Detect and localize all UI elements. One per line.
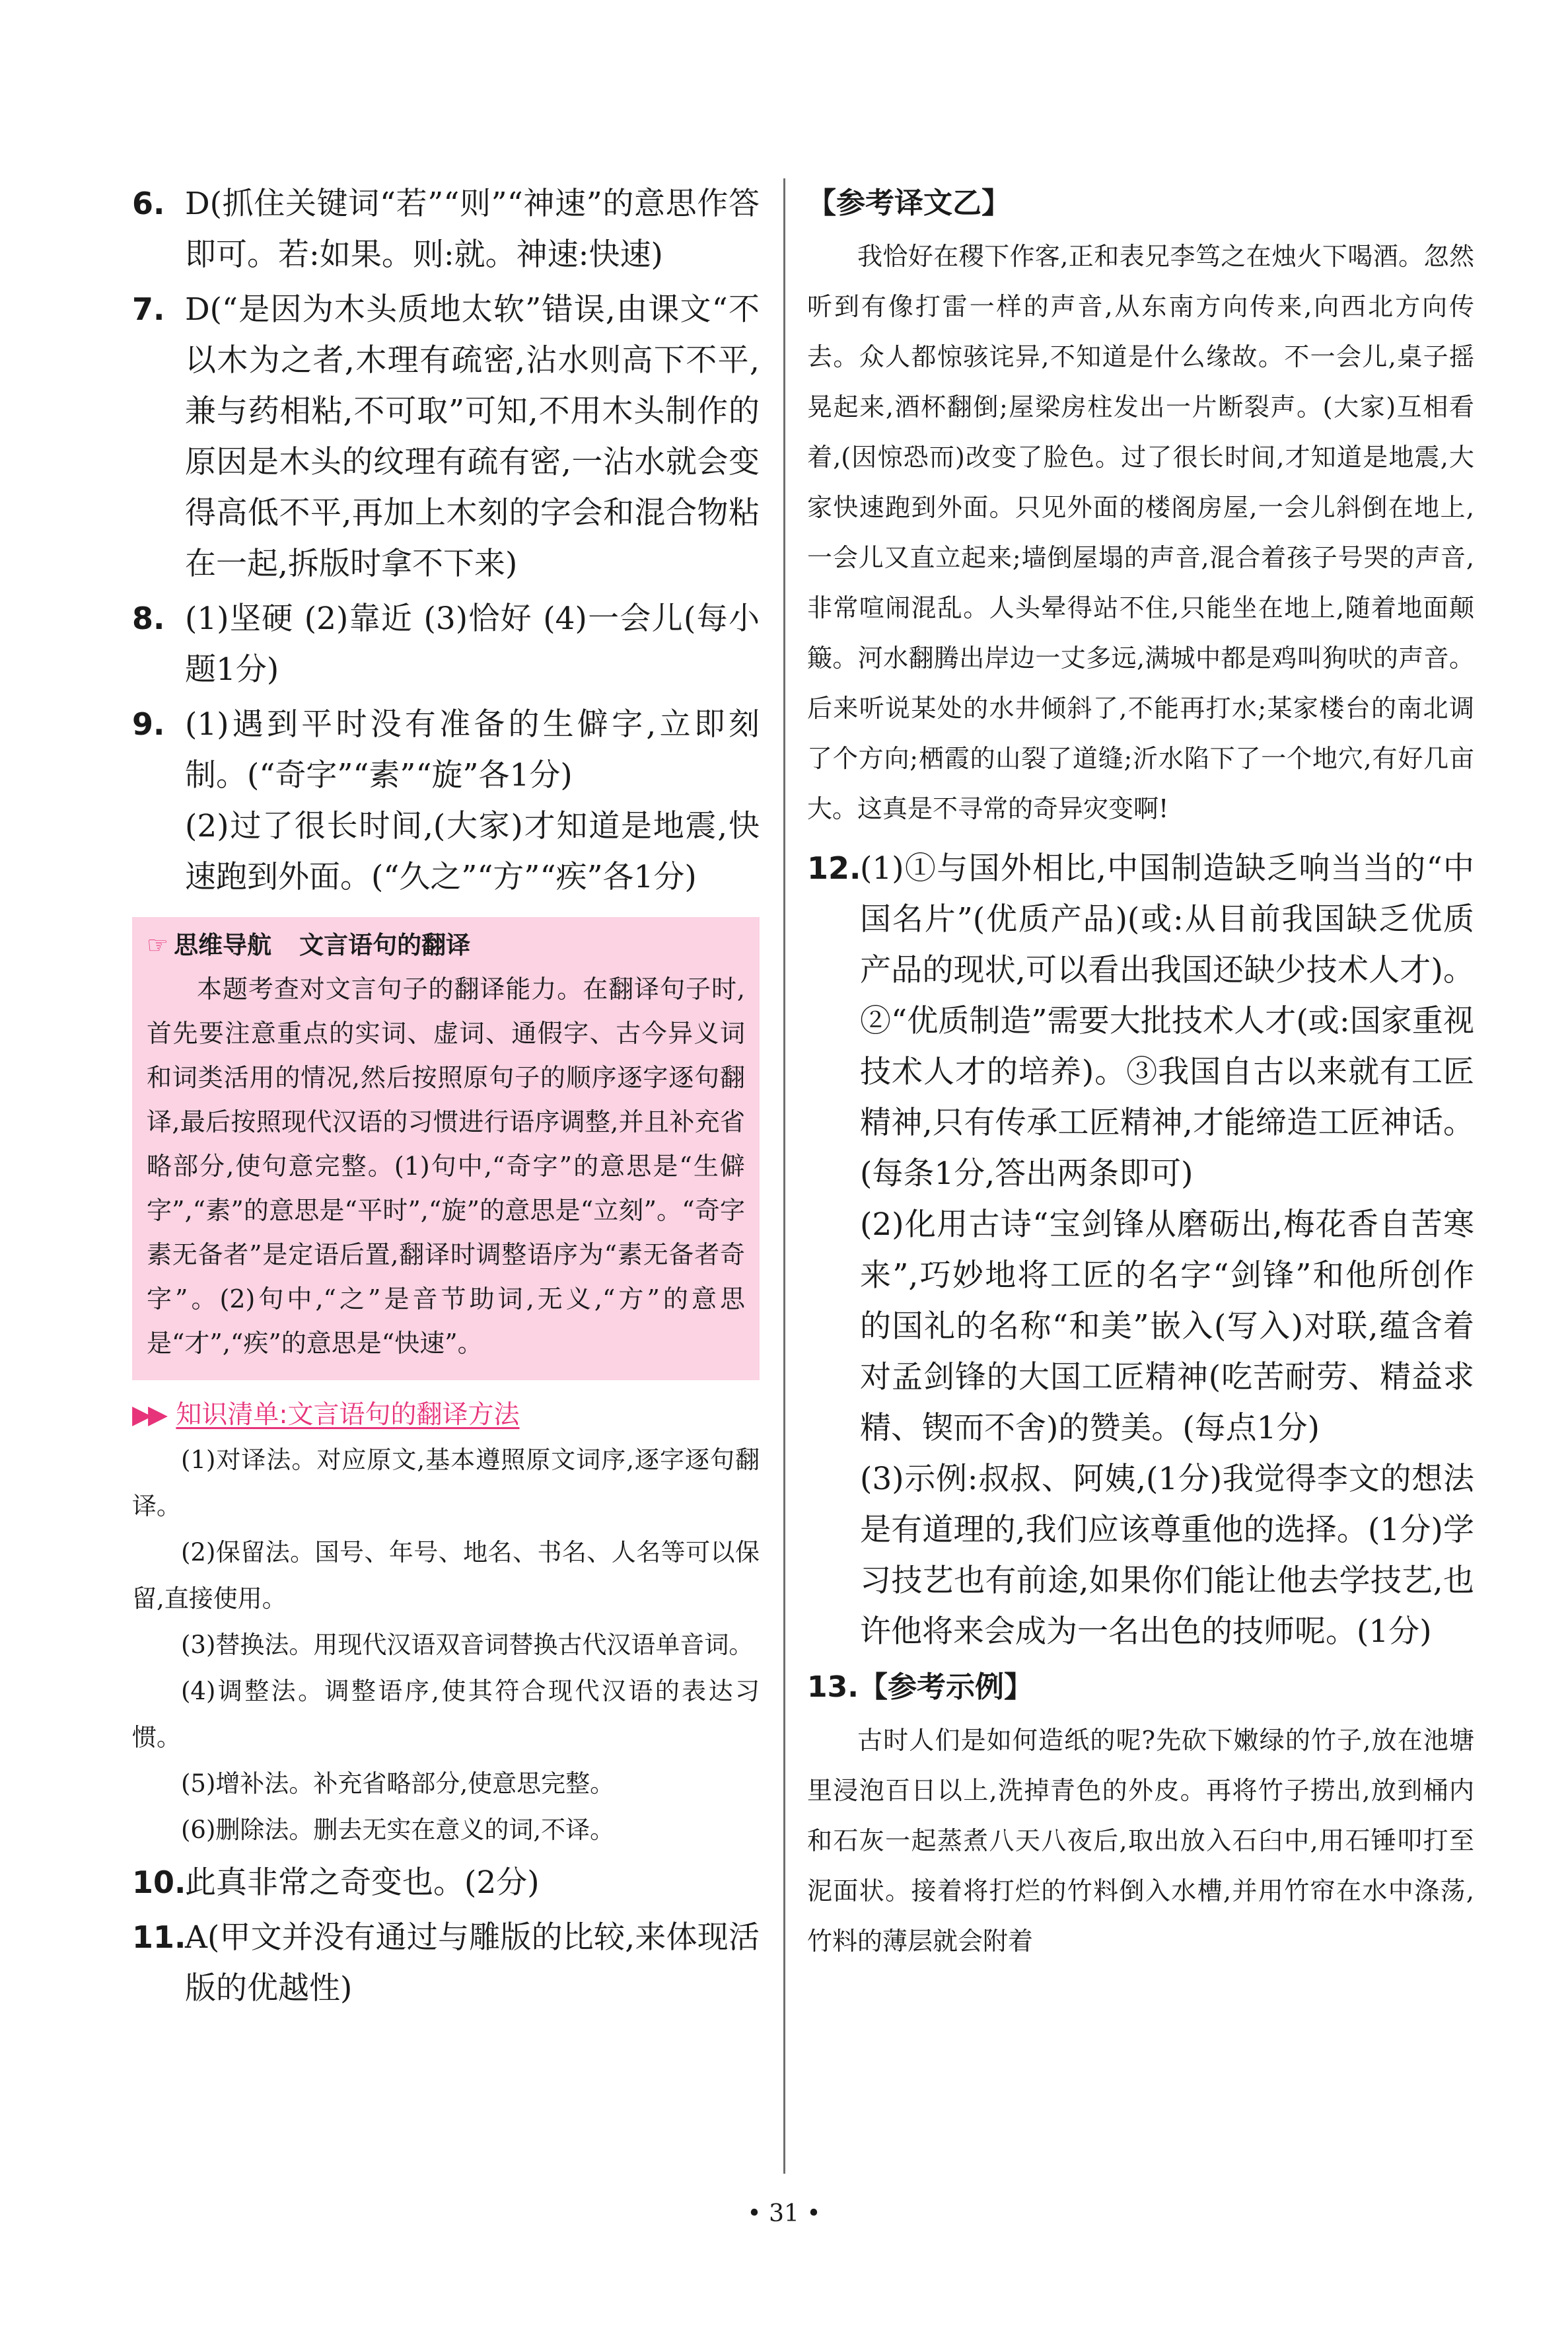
knowledge-item: (3)替换法。用现代汉语双音词替换古代汉语单音词。 xyxy=(181,1631,754,1659)
reference-translation-text: 我恰好在稷下作客,正和表兄李笃之在烛火下喝酒。忽然听到有像打雷一样的声音,从东南方向传来,向西北方向传去。众人都惊骇诧异,不知道是什么缘故。不一会儿,桌子摇晃起来,酒杯翻倒;屋梁房柱发出一片断裂声。(大家)互相看着,(因惊恐而)改变了脸色。过了很长时间,才知道是地震,大家快速跑到外面。只见外面的楼阁房屋,一会儿斜倒在地上,一会儿又直立起来;墙倒屋塌的声音,混合着孩子号哭的声音,非常喧闹混乱。人头晕得站不住,只能坐在地上,随着地面颠簸。河水翻腾出岸边一丈多远,满城中都是鸡叫狗吠的声音。后来听说某处的水井倾斜了,不能再打水;某家楼台的南北调了个方向;栖霞的山裂了道缝;沂水陷下了一个地穴,有好几亩大。这真是不寻常的奇异灾变啊! xyxy=(807,242,1474,823)
answer-7 xyxy=(132,284,760,589)
answer-9 xyxy=(132,699,760,903)
reference-example-label: 【参考示例】 xyxy=(858,1670,1033,1704)
knowledge-item: (6)删除法。删去无实在意义的词,不译。 xyxy=(181,1816,615,1844)
question-number: 13. xyxy=(807,1670,859,1704)
question-number: 8. xyxy=(132,601,165,636)
answer-text: D(“是因为木头质地太软”错误,由课文“不以木为之者,木理有疏密,沾水则高下不平,兼与药相粘,不可取”可知,不用木头制作的原因是木头的纹理有疏有密,一沾水就会变得高低不平,再加上木刻的字会和混合物粘在一起,拆版时拿不下来) xyxy=(185,291,760,582)
answer-text-part2: (2)过了很长时间,(大家)才知道是地震,快速跑到外面。(“久之”“方”“疾”各1分) xyxy=(185,808,760,895)
question-number: 7. xyxy=(132,291,165,327)
knowledge-item: (5)增补法。补充省略部分,使意思完整。 xyxy=(181,1769,615,1798)
question-number: 12. xyxy=(807,850,861,886)
answer-text-part2: (2)化用古诗“宝剑锋从磨砺出,梅花香自苦寒来”,巧妙地将工匠的名字“剑锋”和他所创作的国礼的名称“和美”嵌入(写入)对联,蕴含着对孟剑锋的大国工匠精神(吃苦耐劳、精益求精、锲而不舍)的赞美。(每点1分) xyxy=(860,1206,1474,1446)
thinking-guide-text: 本题考查对文言句子的翻译能力。在翻译句子时,首先要注意重点的实词、虚词、通假字、古今异义词和词类活用的情况,然后按照原句子的顺序逐字逐句翻译,最后按照现代汉语的习惯进行语序调整,并且补充省略部分,使句意完整。(1)句中,“奇字”的意思是“生僻字”,“素”的意思是“平时”,“旋”的意思是“立刻”。“奇字素无备者”是定语后置,翻译时调整语序为“素无备者奇字”。(2)句中,“之”是音节助词,无义,“方”的意思是“才”,“疾”的意思是“快速”。 xyxy=(147,975,745,1358)
answer-8 xyxy=(132,593,760,695)
knowledge-list-title: 知识清单:文言语句的翻译方法 xyxy=(176,1400,520,1430)
thinking-guide-topic: 文言语句的翻译 xyxy=(299,931,471,959)
answer-12 xyxy=(807,843,1474,1657)
answer-text-part3: (3)示例:叔叔、阿姨,(1分)我觉得李文的想法是有道理的,我们应该尊重他的选择。(1分)学习技艺也有前途,如果你们能让他去学技艺,也许他将来会成为一名出色的技师呢。(1分) xyxy=(860,1461,1474,1650)
reference-translation-title: 【参考译文乙】 xyxy=(807,186,1011,220)
answer-11 xyxy=(132,1912,760,2014)
left-column xyxy=(132,178,760,2018)
pointing-hand-icon: ☞ xyxy=(147,931,169,959)
answer-text: D(抓住关键词“若”“则”“神速”的意思作答即可。若:如果。则:就。神速:快速) xyxy=(185,186,760,273)
thinking-guide-heading xyxy=(147,926,745,965)
page-number: • 31 • xyxy=(747,2200,821,2227)
answer-6 xyxy=(132,178,760,280)
question-number: 6. xyxy=(132,186,165,221)
thinking-guide-label: 思维导航 xyxy=(174,931,272,959)
answer-text: A(甲文并没有通过与雕版的比较,来体现活版的优越性) xyxy=(185,1919,760,2007)
answer-10 xyxy=(132,1857,760,1908)
answer-text: (1)坚硬 (2)靠近 (3)恰好 (4)一会儿(每小题1分) xyxy=(185,601,760,688)
thinking-guide-box xyxy=(132,917,760,1380)
answer-13-heading xyxy=(807,1662,1474,1713)
knowledge-item: (1)对译法。对应原文,基本遵照原文词序,逐字逐句翻译。 xyxy=(132,1446,760,1520)
answer-text-part1: (1)①与国外相比,中国制造缺乏响当当的“中国名片”(优质产品)(或:从目前我国缺乏优质产品的现状,可以看出我国还缺少技术人才)。②“优质制造”需要大批技术人才(或:国家重视技术人才的培养)。③我国自古以来就有工匠精神,只有传承工匠精神,才能缔造工匠神话。(每条1分,答出两条即可) xyxy=(860,850,1474,1192)
reference-example-text: 古时人们是如何造纸的呢?先砍下嫩绿的竹子,放在池塘里浸泡百日以上,洗掉青色的外皮。再将竹子捞出,放到桶内和石灰一起蒸煮八天八夜后,取出放入石臼中,用石锤叩打至泥面状。接着将打烂的竹料倒入水槽,并用竹帘在水中涤荡,竹料的薄层就会附着 xyxy=(807,1726,1474,1956)
question-number: 9. xyxy=(132,706,165,742)
question-number: 11. xyxy=(132,1919,186,1955)
answer-text-part1: (1)遇到平时没有准备的生僻字,立即刻制。(“奇字”“素”“旋”各1分) xyxy=(185,706,760,793)
right-column xyxy=(807,178,1474,1966)
double-arrow-icon: ▶▶ xyxy=(132,1400,164,1430)
knowledge-item: (4)调整法。调整语序,使其符合现代汉语的表达习惯。 xyxy=(132,1677,760,1752)
knowledge-list-heading xyxy=(132,1393,760,1437)
question-number: 10. xyxy=(132,1864,186,1900)
answer-text: 此真非常之奇变也。(2分) xyxy=(185,1864,540,1901)
knowledge-item: (2)保留法。国号、年号、地名、书名、人名等可以保留,直接使用。 xyxy=(132,1538,760,1613)
column-divider xyxy=(783,178,785,2174)
